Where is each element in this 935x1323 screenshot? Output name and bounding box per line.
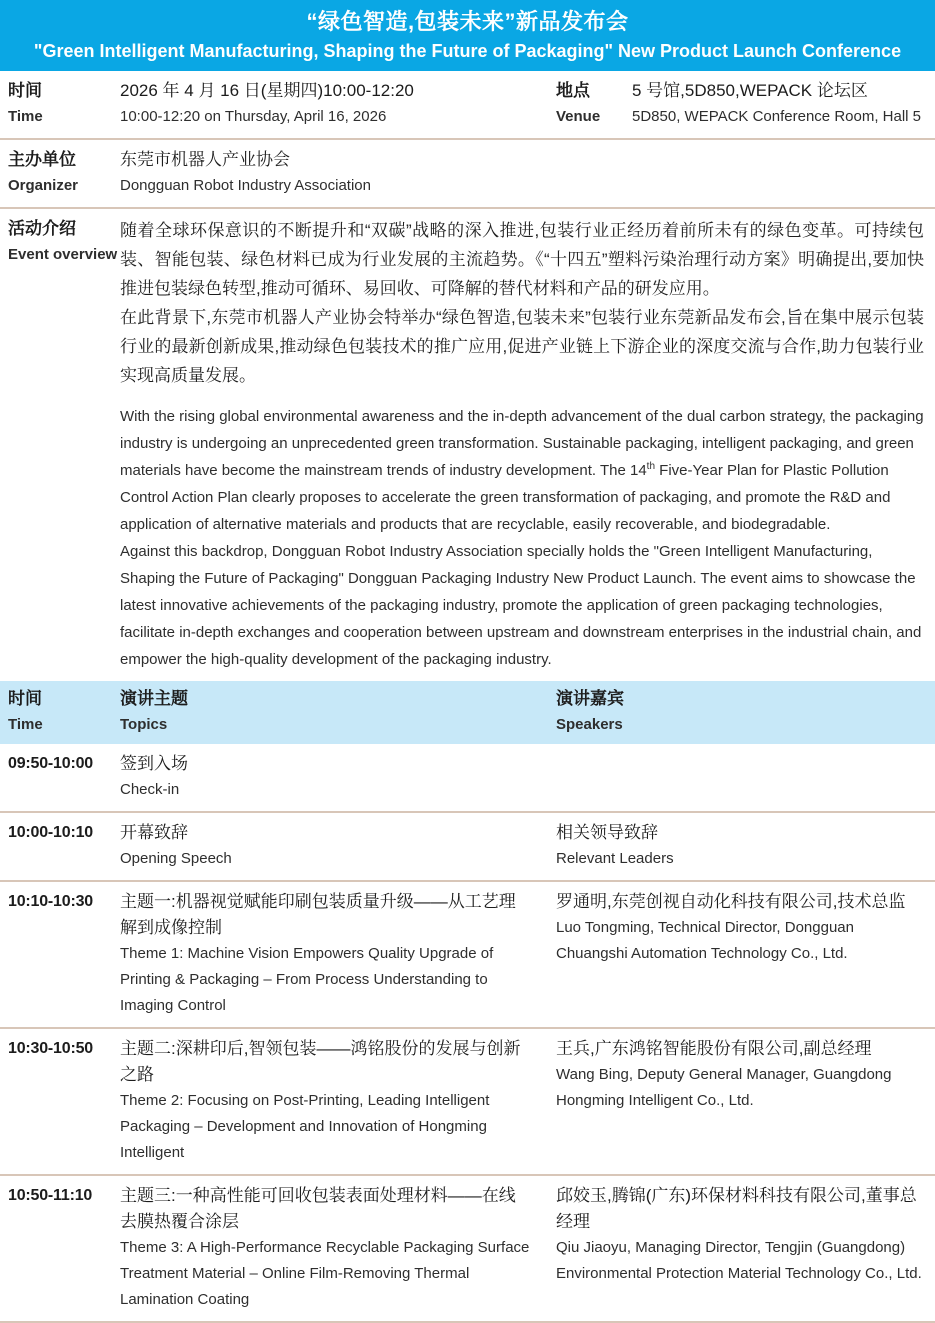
organizer-value-zh: 东莞市机器人产业协会 [120,150,290,169]
schedule-col-topics [120,686,556,738]
overview-label-en: Event overview [8,246,118,263]
slot-speaker-en: Wang Bing, Deputy General Manager, Guangdong Hongming Intelligent Co., Ltd. [556,1066,892,1109]
conference-banner [0,0,935,71]
slot-speaker-en: Qiu Jiaoyu, Managing Director, Tengjin (Guangdong) Environmental Protection Material Technology Co., Ltd. [556,1239,922,1282]
overview-label-zh: 活动介绍 [8,219,76,238]
schedule-col-time [8,686,120,738]
slot-speaker-en: Relevant Leaders [556,850,674,867]
slot-topic [120,1036,556,1166]
slot-speaker [556,1183,930,1287]
slot-speaker-en: Luo Tongming, Technical Director, Dongguan Chuangshi Automation Technology Co., Ltd. [556,919,854,962]
slot-topic-en: Theme 2: Focusing on Post-Printing, Leading Intelligent Packaging – Development and Innovation of Hongming Intelligent [120,1092,490,1161]
organizer-label [8,147,120,199]
schedule-row-theme-2 [0,1029,935,1176]
schedule-col-time-zh: 时间 [8,689,42,708]
slot-time [8,889,120,915]
slot-topic [120,1183,556,1313]
slot-topic-zh: 主题二:深耕印后,智领包装——鸿铭股份的发展与创新之路 [120,1039,521,1084]
schedule-header [0,681,935,744]
schedule-row-opening [0,813,935,882]
slot-speaker-zh: 相关领导致辞 [556,823,658,842]
schedule-col-speakers-en: Speakers [556,716,623,733]
slot-topic [120,820,556,872]
slot-time-text: 10:00-10:10 [8,824,93,841]
overview-paragraph-en-1 [120,403,924,538]
slot-topic-zh: 主题一:机器视觉赋能印刷包装质量升级——从工艺理解到成像控制 [120,892,516,937]
venue-label-zh: 地点 [556,81,590,100]
venue-value [632,78,930,130]
schedule-col-speakers [556,686,930,738]
slot-time-text: 10:50-11:10 [8,1187,93,1204]
slot-speaker-zh: 王兵,广东鸿铭智能股份有限公司,副总经理 [556,1039,872,1058]
slot-time-text: 09:50-10:00 [8,755,93,772]
overview-paragraph-en-2: Against this backdrop, Dongguan Robot Industry Association specially holds the "Green Intelligent Manufacturing, Shaping the Future of Packaging" Dongguan Packaging Industry New Product Launch. The event aims to showcase the latest innovative achievements of the packaging industry, promote the application of green packaging technologies, facilitate in-depth exchanges and cooperation between upstream and downstream enterprises in the industrial chain, and empower the high-quality development of the packaging industry. [120,543,922,668]
overview-english-block [120,403,924,673]
slot-topic-zh: 主题三:一种高性能可回收包装表面处理材料——在线去膜热覆合涂层 [120,1186,516,1231]
info-row-time-venue [0,71,935,140]
slot-speaker-zh: 罗通明,东莞创视自动化科技有限公司,技术总监 [556,892,906,911]
slot-time-text: 10:30-10:50 [8,1040,93,1057]
slot-speaker [556,889,930,967]
slot-speaker [556,1036,930,1114]
slot-topic-en: Opening Speech [120,850,232,867]
venue-label-en: Venue [556,108,601,125]
overview-en1-after: Five-Year Plan for Plastic Pollution Control Action Plan clearly proposes to accelerate the green transformation of packaging, and promote the R&D and application of alternative materials and products that are recyclable, easily recoverable, and biodegradable. [120,462,891,533]
slot-time [8,820,120,846]
slot-time [8,1183,120,1209]
time-value [120,78,556,130]
conference-title-zh: “绿色智造,包装未来”新品发布会 [306,9,629,34]
time-value-en: 10:00-12:20 on Thursday, April 16, 2026 [120,108,387,125]
venue-label [556,78,632,130]
venue-value-en: 5D850, WEPACK Conference Room, Hall 5 [632,108,922,125]
overview-en1-ordinal: th [646,461,656,472]
overview-label [8,216,120,268]
venue-value-zh: 5 号馆,5D850,WEPACK 论坛区 [632,81,868,100]
slot-topic [120,751,556,803]
slot-time [8,751,120,777]
info-row-organizer [0,140,935,209]
slot-topic [120,889,556,1019]
slot-time [8,1036,120,1062]
slot-topic-en: Theme 3: A High-Performance Recyclable Packaging Surface Treatment Material – Online Film-Removing Thermal Lamination Coating [120,1239,530,1308]
schedule-col-topics-zh: 演讲主题 [120,689,188,708]
slot-topic-en: Check-in [120,781,180,798]
slot-topic-zh: 开幕致辞 [120,823,188,842]
schedule-col-speakers-zh: 演讲嘉宾 [556,689,624,708]
organizer-label-en: Organizer [8,177,79,194]
slot-topic-en: Theme 1: Machine Vision Empowers Quality Upgrade of Printing & Packaging – From Process Understanding to Imaging Control [120,945,494,1014]
time-label-en: Time [8,108,43,125]
slot-time-text: 10:10-10:30 [8,893,93,910]
overview-en1-before: With the rising global environmental awareness and the in-depth advancement of the dual carbon strategy, the packaging industry is undergoing an unprecedented green transformation. Sustainable packaging, intelligent packaging, and green materials have become the mainstream trends of industry development. The 14 [120,408,924,479]
overview-body [120,216,930,673]
organizer-value [120,147,930,199]
time-value-zh: 2026 年 4 月 16 日(星期四)10:00-12:20 [120,81,414,100]
schedule-row-theme-3 [0,1176,935,1323]
slot-speaker-zh: 邱姣玉,腾锦(广东)环保材料科技有限公司,董事总经理 [556,1186,917,1231]
organizer-label-zh: 主办单位 [8,150,76,169]
overview-paragraph-zh-1: 随着全球环保意识的不断提升和“双碳”战略的深入推进,包装行业正经历着前所未有的绿色变革。可持续包装、智能包装、绿色材料已成为行业发展的主流趋势。《“十四五”塑料污染治理行动方案》明确提出,要加快推进包装绿色转型,推动可循环、易回收、可降解的替代材料和产品的研发应用。 [120,221,924,298]
overview-paragraph-zh-2: 在此背景下,东莞市机器人产业协会特举办“绿色智造,包装未来”包装行业东莞新品发布会,旨在集中展示包装行业的最新创新成果,推动绿色包装技术的推广应用,促进产业链上下游企业的深度交流与合作,助力包装行业实现高质量发展。 [120,308,924,385]
slot-topic-zh: 签到入场 [120,754,188,773]
time-label [8,78,120,130]
conference-title-en: "Green Intelligent Manufacturing, Shaping the Future of Packaging" New Product Launch Conference [33,41,902,61]
time-label-zh: 时间 [8,81,42,100]
schedule-row-checkin [0,744,935,813]
schedule-row-theme-1 [0,882,935,1029]
info-row-event-overview [0,209,935,681]
schedule-col-time-en: Time [8,716,43,733]
organizer-value-en: Dongguan Robot Industry Association [120,177,371,194]
schedule-col-topics-en: Topics [120,716,168,733]
slot-speaker [556,820,930,872]
